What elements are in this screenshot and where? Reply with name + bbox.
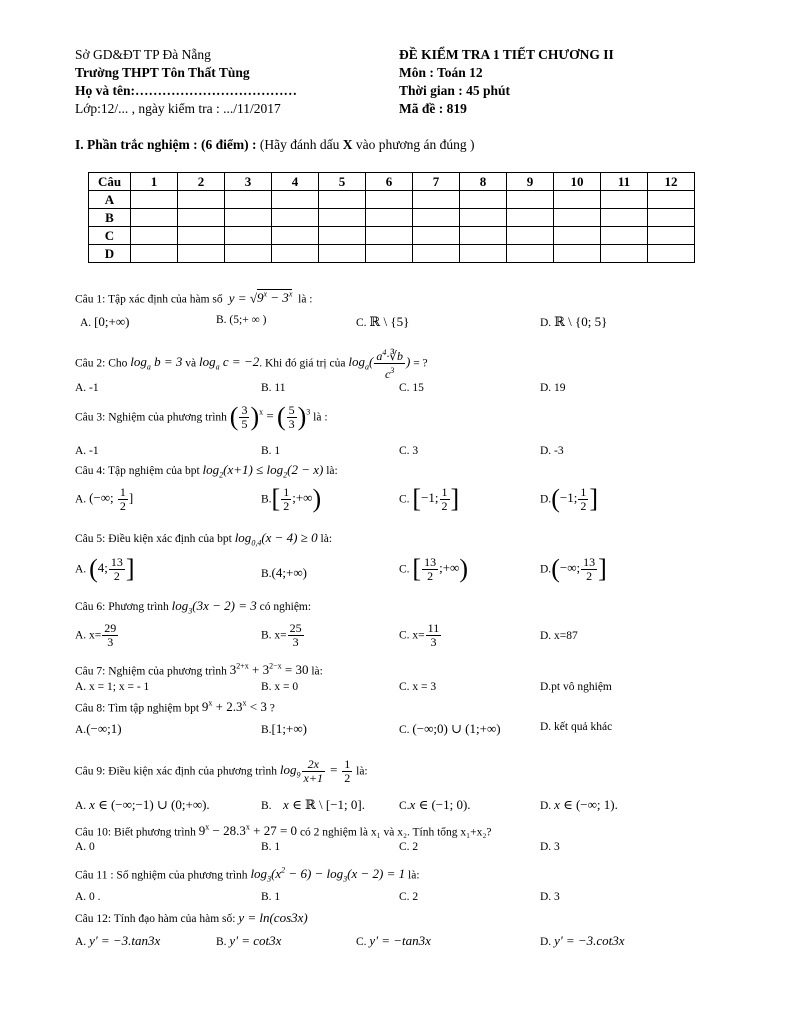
question-5: Câu 5: Điều kiện xác định của bpt $\log_{0,4}(x - 4) \ge 0$ là:: [75, 530, 333, 548]
q2-option-c[interactable]: C. 15: [399, 382, 424, 394]
answer-cell[interactable]: [319, 209, 366, 227]
section-title: I. Phần trắc nghiệm : (6 điểm) :: [75, 137, 257, 152]
q9-option-b[interactable]: B. x ∈ ℝ \ [−1; 0].: [261, 797, 365, 812]
answer-cell[interactable]: [225, 245, 272, 263]
answer-table: [88, 172, 695, 263]
col-header: 12: [648, 173, 695, 191]
answer-cell[interactable]: [413, 245, 460, 263]
answer-cell[interactable]: [413, 227, 460, 245]
q2-option-d[interactable]: D. 19: [540, 382, 566, 394]
q7-option-a[interactable]: A. x = 1; x = - 1: [75, 681, 150, 693]
answer-cell[interactable]: [131, 191, 178, 209]
table-header-row: [89, 173, 695, 191]
answer-cell[interactable]: [648, 245, 695, 263]
answer-cell[interactable]: [178, 191, 225, 209]
q11-option-b[interactable]: B. 1: [261, 891, 281, 903]
q12-option-a[interactable]: A. y' = −3.tan3x: [75, 933, 161, 948]
answer-cell[interactable]: [272, 227, 319, 245]
section-heading: [75, 136, 475, 154]
answer-cell[interactable]: [225, 209, 272, 227]
q3-option-d[interactable]: D. -3: [540, 445, 564, 457]
q4-option-d[interactable]: D.(−1; $\frac{1}{2}$ ]: [540, 484, 598, 514]
answer-cell[interactable]: [554, 245, 601, 263]
row-label: D: [89, 245, 131, 263]
answer-cell[interactable]: [460, 209, 507, 227]
col-header: 8: [460, 173, 507, 191]
q8-option-d[interactable]: D. kết quả khác: [540, 721, 613, 733]
section-instruction: (Hãy đánh dấu X vào phương án đúng ): [259, 137, 475, 152]
q9-option-c[interactable]: C.x ∈ (−1; 0).: [399, 797, 471, 812]
question-2: Câu 2: Cho $\log_a b = 3$ và $\log_a c = -2$. Khi đó giá trị của $\log_a$( $\frac{a^4\cdot∛b}{c^3}$ ) = ?: [75, 348, 428, 381]
answer-cell[interactable]: [131, 227, 178, 245]
q3-option-b[interactable]: B. 1: [261, 445, 281, 457]
answer-cell[interactable]: [319, 227, 366, 245]
col-header: 1: [131, 173, 178, 191]
row-label: A: [89, 191, 131, 209]
answer-cell[interactable]: [460, 227, 507, 245]
q6-option-b[interactable]: B. x= $\frac{25}{3}$: [261, 621, 302, 649]
answer-cell[interactable]: [319, 245, 366, 263]
q5-option-d[interactable]: D.(−∞; $\frac{13}{2}$ ]: [540, 554, 607, 584]
q2-option-a[interactable]: A. -1: [75, 382, 99, 394]
q12-option-c[interactable]: C. y' = −tan3x: [356, 933, 431, 948]
answer-cell[interactable]: [648, 227, 695, 245]
header-school: Trường THPT Tôn Thất Tùng: [75, 65, 250, 80]
answer-cell[interactable]: [601, 245, 648, 263]
row-label: B: [89, 209, 131, 227]
answer-cell[interactable]: [319, 191, 366, 209]
header-department: Sở GD&ĐT TP Đà Nẵng: [75, 47, 211, 62]
answer-cell[interactable]: [648, 191, 695, 209]
q7-option-d[interactable]: D.pt vô nghiệm: [540, 681, 612, 693]
answer-cell[interactable]: [554, 209, 601, 227]
q9-option-d[interactable]: D. x ∈ (−∞; 1).: [540, 797, 618, 812]
q1-option-b[interactable]: B. (5;+ ∞ ): [216, 314, 267, 326]
header-duration: Thời gian : 45 phút: [399, 83, 511, 98]
answer-cell[interactable]: [225, 227, 272, 245]
table-row: [89, 227, 695, 245]
q1-option-c[interactable]: C. ℝ \ {5}: [356, 314, 410, 329]
q10-option-d[interactable]: D. 3: [540, 841, 560, 853]
answer-cell[interactable]: [272, 191, 319, 209]
answer-cell[interactable]: [507, 227, 554, 245]
q5-option-a[interactable]: A. (4; $\frac{13}{2}$ ]: [75, 554, 135, 584]
header-name-line: Họ và tên:………………………………: [75, 83, 297, 98]
question-12: Câu 12: Tính đạo hàm của hàm số: y = ln(cos3x): [75, 910, 308, 925]
q3-option-c[interactable]: C. 3: [399, 445, 419, 457]
col-header: 5: [319, 173, 366, 191]
answer-cell[interactable]: [460, 191, 507, 209]
col-header: 9: [507, 173, 554, 191]
q10-option-b[interactable]: B. 1: [261, 841, 281, 853]
q1-option-d[interactable]: D. ℝ \ {0; 5}: [540, 314, 608, 329]
answer-cell[interactable]: [413, 209, 460, 227]
q12-option-d[interactable]: D. y' = −3.cot3x: [540, 933, 625, 948]
answer-cell[interactable]: [366, 227, 413, 245]
answer-cell[interactable]: [131, 245, 178, 263]
q9-option-a[interactable]: A. x ∈ (−∞;−1) ∪ (0;+∞).: [75, 797, 210, 812]
question-9: Câu 9: Điều kiện xác định của phương trình $\log_9$ $\frac{2x}{x+1}$ = $\frac{1}{2}$ là:: [75, 757, 368, 785]
answer-cell[interactable]: [225, 191, 272, 209]
q11-option-c[interactable]: C. 2: [399, 891, 419, 903]
answer-cell[interactable]: [366, 191, 413, 209]
answer-cell[interactable]: [366, 245, 413, 263]
q11-option-d[interactable]: D. 3: [540, 891, 560, 903]
q1-formula: $y = √9^x - 3^x$: [225, 290, 293, 306]
q4-option-a[interactable]: A. (−∞; $\frac{1}{2}$ ]: [75, 485, 134, 513]
answer-cell[interactable]: [131, 209, 178, 227]
question-3: Câu 3: Nghiệm của phương trình ( $\frac{3}{5}$ )$^x$ = ( $\frac{5}{3}$ )$^3$ là :: [75, 402, 328, 432]
answer-cell[interactable]: [272, 245, 319, 263]
q8-option-a[interactable]: A.(−∞;1): [75, 721, 122, 736]
question-7: Câu 7: Nghiệm của phương trình $3^{2+x} + 3^{2-x} = 30$ là:: [75, 662, 323, 678]
answer-cell[interactable]: [601, 191, 648, 209]
answer-cell[interactable]: [554, 227, 601, 245]
header-class-line: Lớp:12/... , ngày kiểm tra : .../11/2017: [75, 101, 281, 116]
q8-option-b[interactable]: B.[1;+∞): [261, 721, 307, 736]
q6-option-a[interactable]: A. x= $\frac{29}{3}$: [75, 621, 117, 649]
col-header: 2: [178, 173, 225, 191]
q4-option-b[interactable]: B.[ $\frac{1}{2}$ ;+∞): [261, 484, 322, 514]
q5-option-c[interactable]: C. [ $\frac{13}{2}$ ;+∞): [399, 554, 468, 584]
q10-option-a[interactable]: A. 0: [75, 841, 95, 853]
answer-cell[interactable]: [507, 191, 554, 209]
table-row: [89, 191, 695, 209]
answer-cell[interactable]: [601, 209, 648, 227]
header-subject: Môn : Toán 12: [399, 65, 483, 80]
col-header: 7: [413, 173, 460, 191]
col-header: 4: [272, 173, 319, 191]
answer-cell[interactable]: [178, 245, 225, 263]
question-4: Câu 4: Tập nghiệm của bpt $\log_2(x+1) \le \log_2(2 - x)$ là:: [75, 462, 338, 480]
q2-option-b[interactable]: B. 11: [261, 382, 286, 394]
table-corner: Câu: [89, 173, 131, 191]
table-row: [89, 245, 695, 263]
q10-option-c[interactable]: C. 2: [399, 841, 419, 853]
row-label: C: [89, 227, 131, 245]
q7-option-b[interactable]: B. x = 0: [261, 681, 299, 693]
question-11: Câu 11 : Số nghiệm của phương trình $\log_3(x^2 - 6) - \log_3(x - 2) = 1$ là:: [75, 866, 420, 884]
q4-option-c[interactable]: C. [−1; $\frac{1}{2}$ ]: [399, 484, 460, 514]
answer-cell[interactable]: [413, 191, 460, 209]
header-exam-code: Mã đề : 819: [399, 101, 467, 116]
question-6: Câu 6: Phương trình $\log_3(3x - 2) = 3$ có nghiệm:: [75, 598, 312, 616]
answer-cell[interactable]: [507, 245, 554, 263]
q6-option-d[interactable]: D. x=87: [540, 630, 578, 642]
q6-option-c[interactable]: C. x= $\frac{11}{3}$: [399, 621, 440, 649]
question-8: Câu 8: Tìm tập nghiệm bpt $9^x + 2.3^x < 3$ ?: [75, 699, 275, 715]
answer-cell[interactable]: [554, 191, 601, 209]
q5-option-b[interactable]: B.(4;+∞): [261, 565, 307, 580]
header-exam-title: ĐỀ KIỂM TRA 1 TIẾT CHƯƠNG II: [399, 47, 614, 62]
answer-cell[interactable]: [272, 209, 319, 227]
answer-cell[interactable]: [178, 227, 225, 245]
question-1: Câu 1: Tập xác định của hàm số $y = √9^x - 3^x$ là :: [75, 290, 313, 306]
col-header: 10: [554, 173, 601, 191]
answer-cell[interactable]: [601, 227, 648, 245]
answer-cell[interactable]: [507, 209, 554, 227]
question-10: Câu 10: Biết phương trình $9^x - 28.3^x + 27 = 0$ có 2 nghiệm là x₁ và x₂. Tính tổng x₁+x₂?: [75, 823, 492, 839]
q12-option-b[interactable]: B. y' = cot3x: [216, 933, 282, 948]
q8-option-c[interactable]: C. (−∞;0) ∪ (1;+∞): [399, 721, 501, 736]
answer-cell[interactable]: [648, 209, 695, 227]
answer-cell[interactable]: [460, 245, 507, 263]
answer-cell[interactable]: [366, 209, 413, 227]
col-header: 11: [601, 173, 648, 191]
col-header: 3: [225, 173, 272, 191]
col-header: 6: [366, 173, 413, 191]
q1-option-a[interactable]: A. [0;+∞): [80, 314, 130, 329]
q11-option-a[interactable]: A. 0 .: [75, 891, 101, 903]
table-row: [89, 209, 695, 227]
q7-option-c[interactable]: C. x = 3: [399, 681, 437, 693]
answer-cell[interactable]: [178, 209, 225, 227]
q3-option-a[interactable]: A. -1: [75, 445, 99, 457]
